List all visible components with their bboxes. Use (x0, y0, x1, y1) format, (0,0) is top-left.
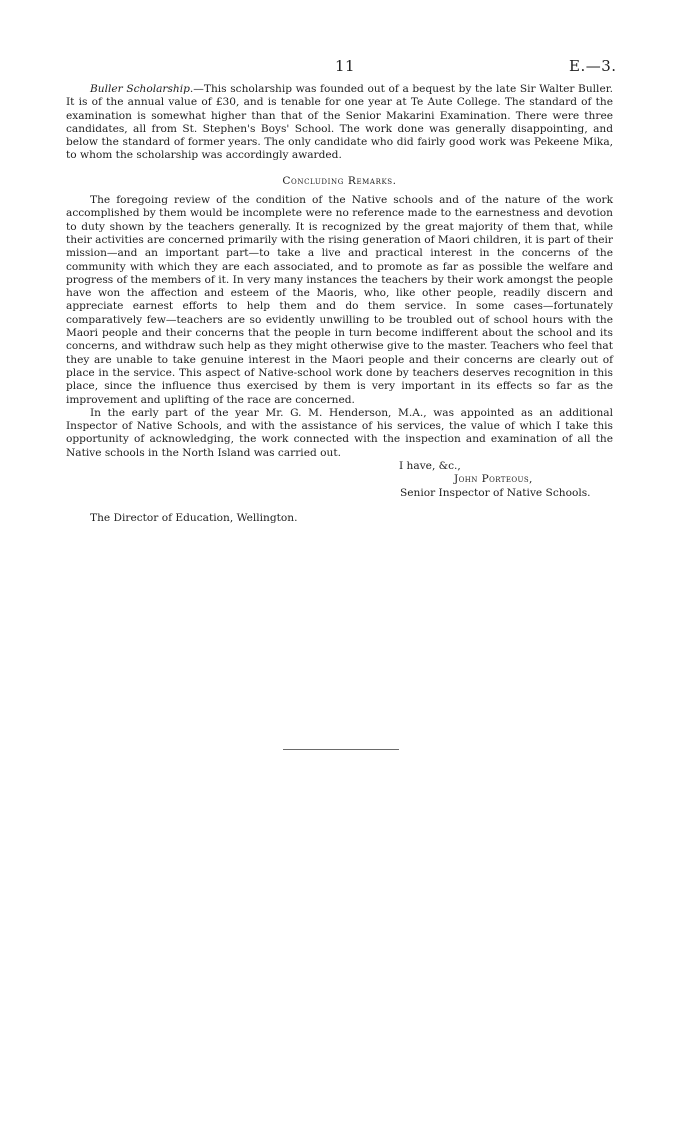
concluding-paragraph-1: The foregoing review of the condition of the Native schools and of the nature of the work accomplished by them would be incomplete were no reference made to the earnestness and devotion to duty shown by the teachers generally. It is recognized by the great majority of them that, while their activities are concerned primarily with the rising generation of Maori children, it is part of their mission—and an important part—to take a live and practical interest in the concerns of the community with which they are each associated, and to promote as far as possible the welfare and progress of the members of it. In very many instances the teachers by their work amongst the people have won the affection and esteem of the Maoris, who, like other people, readily discern and appreciate earnest efforts to help them and do them service. In some cases—fortunately comparatively few—teachers are so evidently unwilling to be troubled out of school hours with the Maori people and their concerns that the people in turn become indifferent about the school and its concerns, and withdraw such help as they might otherwise give to the master. Teachers who feel that they are unable to take genuine interest in the Maori people and their concerns are clearly out of place in the service. This aspect of Native-school work done by teachers deserves recognition in this place, since the influence thus exercised by them is very important in its effects so far as the improvement and uplifting of the race are concerned. (66, 194, 613, 406)
closing-rule (283, 749, 399, 750)
buller-scholarship-lead: Buller Scholarship. (90, 83, 194, 95)
body-text (66, 83, 613, 525)
signature-closing: I have, &c., (399, 460, 461, 473)
page-number: 11 (335, 57, 356, 75)
signature-title: Senior Inspector of Native Schools. (400, 486, 591, 499)
signature-name: John Porteous, (454, 473, 533, 486)
buller-scholarship-paragraph (66, 83, 613, 163)
signature-block (66, 460, 613, 500)
buller-scholarship-text: —This scholarship was founded out of a bequest by the late Sir Walter Buller. It is of the annual value of £30, and is tenable for one year at Te Aute College. The standard of the examination is somewhat higher than that of the Senior Makarini Examination. There were three candidates, all from St. Stephen's Boys' School. The work done was generally disappointing, and below the standard of former years. The only candidate who did fairly good work was Pekeene Mika, to whom the scholarship was accordingly awarded. (66, 83, 613, 162)
addressee: The Director of Education, Wellington. (90, 511, 298, 524)
concluding-paragraph-2: In the early part of the year Mr. G. M. Henderson, M.A., was appointed as an additional Inspector of Native Schools, and with the assistance of his services, the value of which I take this opportunity of acknowledging, the work connected with the inspection and examination of all the Native schools in the North Island was carried out. (66, 406, 613, 459)
section-heading: Concluding Remarks. (282, 174, 397, 187)
page-reference: E.—3. (569, 57, 617, 75)
